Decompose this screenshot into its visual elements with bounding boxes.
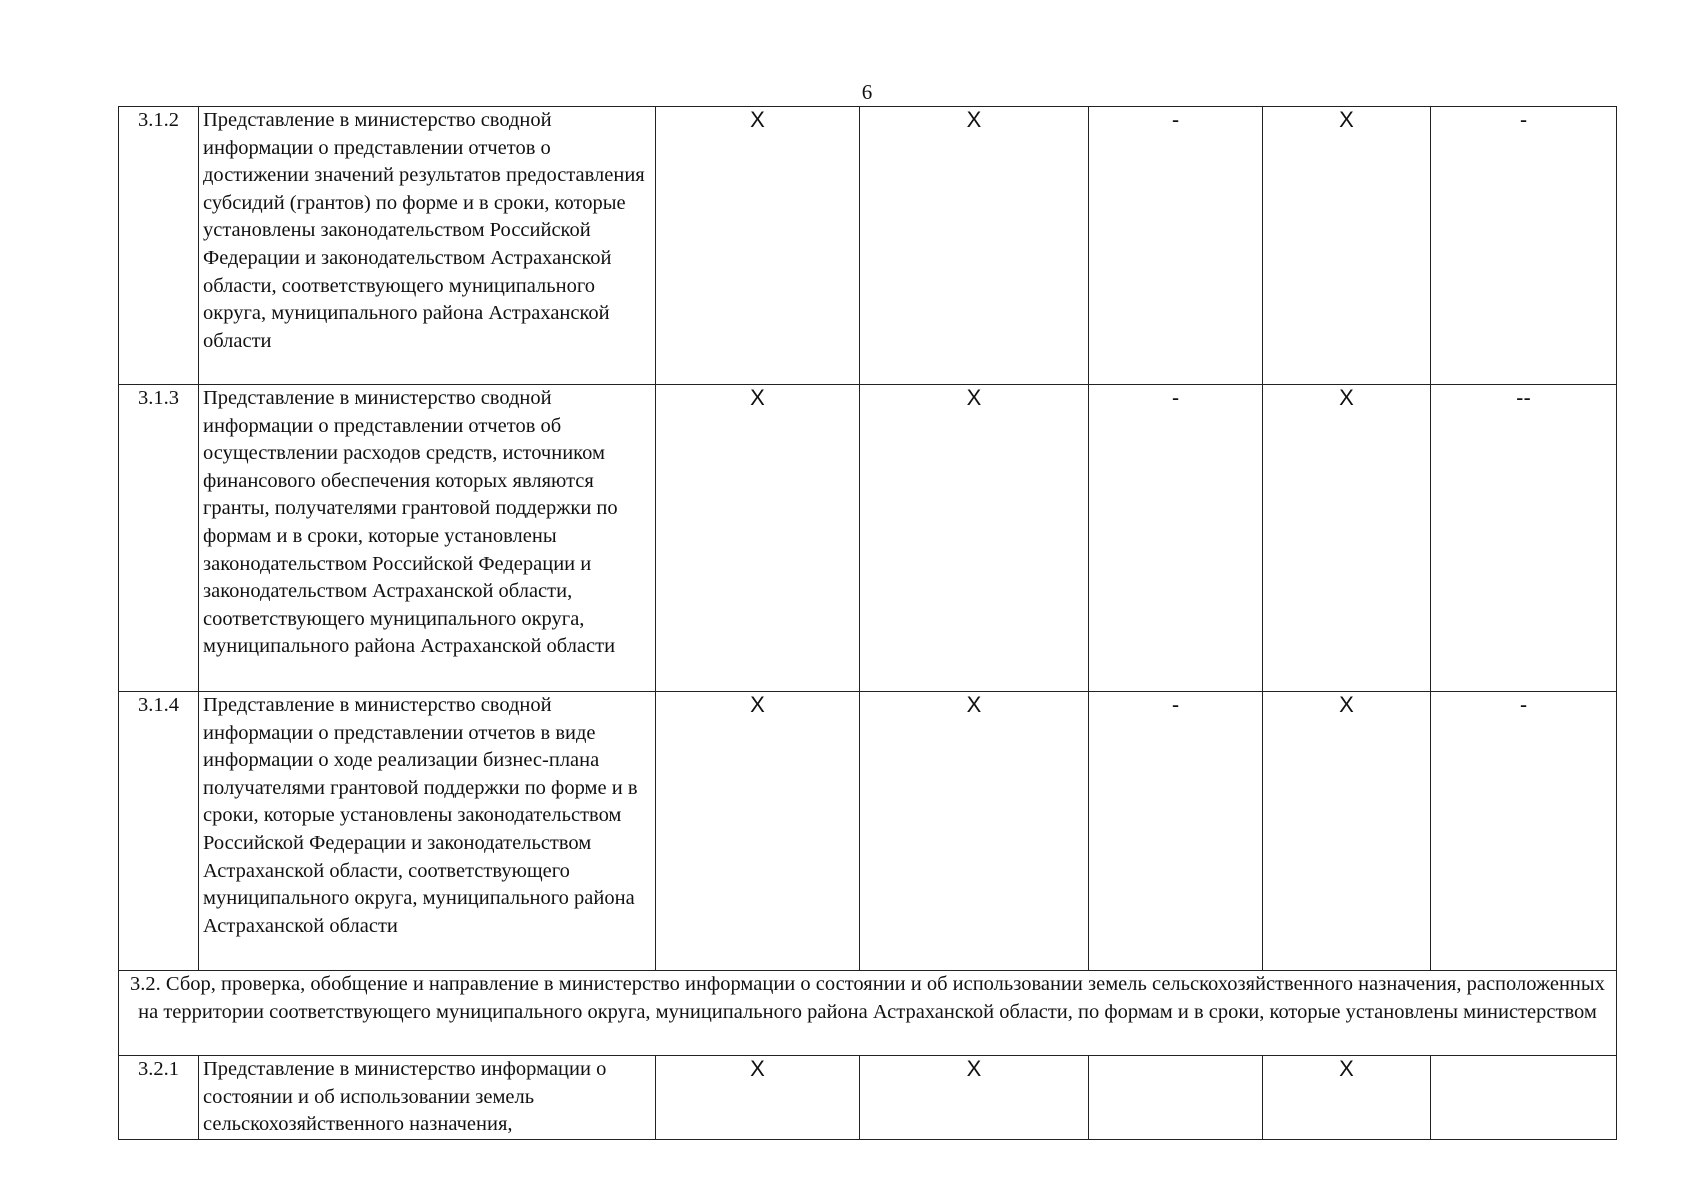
- cell-mark: Х: [860, 107, 1089, 385]
- page-number: 6: [861, 80, 873, 104]
- cell-mark: -: [1431, 692, 1617, 971]
- row-description: Представление в министерство сводной информации о представлении отчетов о достижении значений результатов предоставления субсидий (грантов) по форме и в сроки, которые установлены законодательством Российской Федерации и законодательством Астраханской области, соответствующего муниципального округа, муниципального района Астраханской области: [199, 107, 656, 385]
- cell-mark: Х: [860, 1056, 1089, 1140]
- cell-mark: [1089, 1056, 1263, 1140]
- row-number: 3.2.1: [119, 1056, 199, 1140]
- table-row: [119, 692, 1617, 971]
- row-description: Представление в министерство информации о состоянии и об использовании земель сельскохозяйственного назначения,: [199, 1056, 656, 1140]
- cell-mark: Х: [1263, 692, 1431, 971]
- cell-mark: [1431, 1056, 1617, 1140]
- cell-mark: -: [1089, 107, 1263, 385]
- section-header-row: [119, 971, 1617, 1056]
- row-number: 3.1.3: [119, 385, 199, 692]
- row-description: Представление в министерство сводной информации о представлении отчетов об осуществлении расходов средств, источником финансового обеспечения которых являются гранты, получателями грантовой поддержки по формам и в сроки, которые установлены законодательством Российской Федерации и законодательством Астраханской области, соответствующего муниципального округа, муниципального района Астраханской области: [199, 385, 656, 692]
- cell-mark: -: [1089, 385, 1263, 692]
- cell-mark: --: [1431, 385, 1617, 692]
- cell-mark: Х: [656, 385, 860, 692]
- row-number: 3.1.2: [119, 107, 199, 385]
- document-table: [118, 106, 1617, 1140]
- table-row: [119, 1056, 1617, 1140]
- cell-mark: Х: [656, 107, 860, 385]
- section-title: 3.2. Сбор, проверка, обобщение и направление в министерство информации о состоянии и об использовании земель сельскохозяйственного назначения, расположенных на территории соответствующего муниципального округа, муниципального района Астраханской области, по формам и в сроки, которые установлены министерством: [119, 971, 1617, 1056]
- cell-mark: Х: [1263, 107, 1431, 385]
- table-row: [119, 107, 1617, 385]
- row-number: 3.1.4: [119, 692, 199, 971]
- cell-mark: Х: [860, 385, 1089, 692]
- row-description: Представление в министерство сводной информации о представлении отчетов в виде информации о ходе реализации бизнес-плана получателями грантовой поддержки по форме и в сроки, которые установлены законодательством Российской Федерации и законодательством Астраханской области, соответствующего муниципального округа, муниципального района Астраханской области: [199, 692, 656, 971]
- table-row: [119, 385, 1617, 692]
- cell-mark: Х: [1263, 1056, 1431, 1140]
- cell-mark: Х: [1263, 385, 1431, 692]
- cell-mark: -: [1431, 107, 1617, 385]
- cell-mark: Х: [656, 692, 860, 971]
- cell-mark: -: [1089, 692, 1263, 971]
- cell-mark: Х: [860, 692, 1089, 971]
- cell-mark: Х: [656, 1056, 860, 1140]
